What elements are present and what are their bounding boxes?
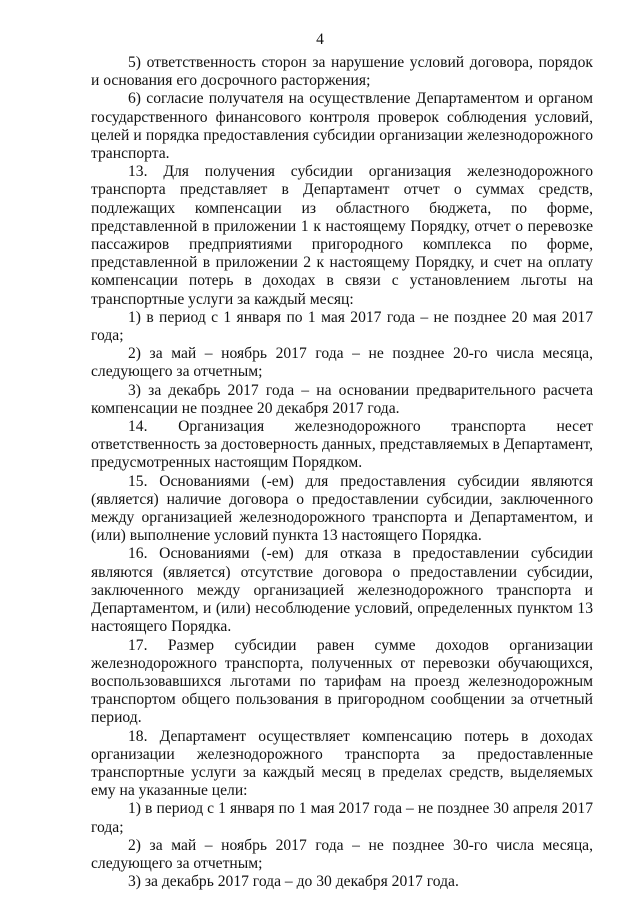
paragraph-13: 13. Для получения субсидии организация железнодорожного транспорта представляет в Департамент отчет о суммах средств, подлежащих компенсации из областного бюджета, по форме, представленной в приложении 1 к настоящему Порядку, отчет о перевозке пассажиров предприятиями пригородного комплекса по форме, представленной в приложении 2 к настоящему Порядку, и счет на оплату компенсации потерь в доходах в связи с установлением льготы на транспортные услуги за каждый месяц: (91, 163, 593, 308)
document-body (91, 54, 593, 891)
clause-5-liability: 5) ответственность сторон за нарушение условий договора, порядок и основания его досрочного расторжения; (91, 54, 593, 90)
paragraph-13-item-1: 1) в период с 1 января по 1 мая 2017 года – не позднее 20 мая 2017 года; (91, 308, 593, 345)
paragraph-17: 17. Размер субсидии равен сумме доходов организации железнодорожного транспорта, полученных от перевозки обучающихся, воспользовавшихся льготами по тарифам на проезд железнодорожным транспортом общего пользования в пригородном сообщении за отчетный период. (91, 636, 593, 727)
clause-6-consent: 6) согласие получателя на осуществление Департаментом и органом государственного финансового контроля проверок соблюдения условий, целей и порядка предоставления субсидии организации железнодорожного транспорта. (91, 90, 593, 163)
paragraph-18-item-3: 3) за декабрь 2017 года – до 30 декабря 2017 года. (128, 873, 459, 891)
paragraph-18-item-2: 2) за май – ноябрь 2017 года – не позднее 30-го числа месяца, следующего за отчетным; (91, 836, 593, 872)
paragraph-18-item-1: 1) в период с 1 января по 1 мая 2017 года – не позднее 30 апреля 2017 года; (91, 800, 593, 836)
paragraph-16: 16. Основаниями (-ем) для отказа в предоставлении субсидии являются (является) отсутствие договора о предоставлении субсидии, заключенного между организацией железнодорожного транспорта и Департаментом, и (или) несоблюдение условий, определенных пунктом 13 настоящего Порядка. (91, 545, 593, 636)
paragraph-13-item-2: 2) за май – ноябрь 2017 года – не позднее 20-го числа месяца, следующего за отчетным; (91, 345, 593, 381)
paragraph-15: 15. Основаниями (-ем) для предоставления субсидии являются (является) наличие договора о предоставлении субсидии, заключенного между организацией железнодорожного транспорта и Департаментом, и (или) выполнение условий пункта 13 настоящего Порядка. (91, 472, 593, 545)
page-number: 4 (316, 31, 324, 48)
paragraph-18: 18. Департамент осуществляет компенсацию потерь в доходах организации железнодорожного транспорта за предоставленные транспортные услуги за каждый месяц в пределах средств, выделяемых ему на указанные цели: (91, 727, 593, 800)
paragraph-14: 14. Организация железнодорожного транспорта несет ответственность за достоверность данных, представляемых в Департамент, предусмотренных настоящим Порядком. (91, 418, 593, 472)
paragraph-13-item-3: 3) за декабрь 2017 года – на основании предварительного расчета компенсации не позднее 20 декабря 2017 года. (91, 381, 593, 417)
